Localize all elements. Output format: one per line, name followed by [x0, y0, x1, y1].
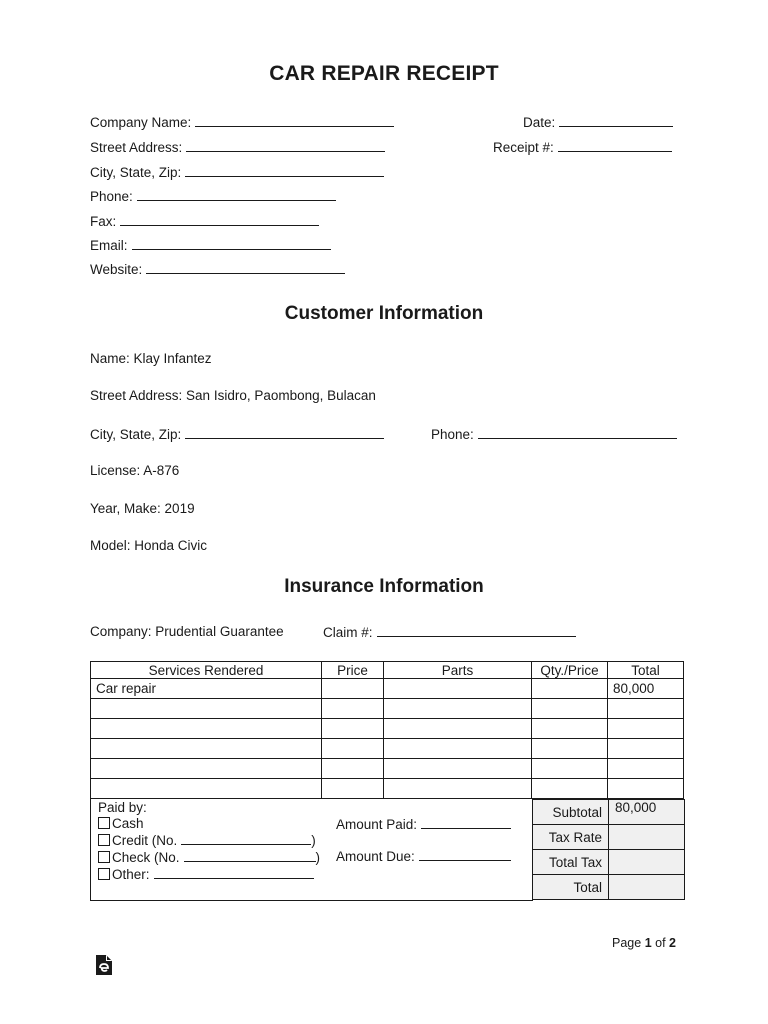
receipt-row [493, 139, 672, 155]
amount-due-label: Amount Due: [336, 849, 415, 864]
other-checkbox[interactable] [98, 868, 110, 880]
page-title: CAR REPAIR RECEIPT [269, 62, 499, 85]
table-cell[interactable] [608, 759, 684, 779]
check-option[interactable] [98, 849, 320, 866]
check-close-paren: ) [315, 850, 321, 865]
claim-field[interactable] [377, 624, 576, 637]
customer-phone-label: Phone: [431, 427, 474, 442]
total-tax-label: Total Tax [533, 850, 609, 875]
table-cell[interactable] [608, 719, 684, 739]
other-label: Other: [112, 867, 150, 882]
amount-due-row [336, 848, 511, 864]
company-city-row [90, 164, 384, 180]
table-cell[interactable] [322, 739, 384, 759]
total-value[interactable] [609, 875, 685, 900]
amount-paid-field[interactable] [421, 816, 511, 829]
customer-city-label: City, State, Zip: [90, 427, 182, 442]
company-street-field[interactable] [186, 139, 385, 152]
company-city-field[interactable] [185, 164, 384, 177]
table-cell[interactable] [384, 759, 532, 779]
cash-option[interactable] [98, 816, 320, 832]
insurance-heading: Insurance Information [284, 576, 484, 597]
tax-rate-row [533, 825, 685, 850]
credit-option[interactable] [98, 832, 320, 849]
table-row [91, 739, 684, 759]
paid-by-block [98, 800, 320, 883]
other-field[interactable] [154, 866, 314, 879]
company-email-row [90, 237, 331, 253]
table-cell[interactable] [91, 719, 322, 739]
customer-name: Name: Klay Infantez [90, 351, 212, 366]
insurance-company: Company: Prudential Guarantee [90, 624, 284, 639]
page-indicator [612, 936, 676, 950]
credit-checkbox[interactable] [98, 834, 110, 846]
date-row [523, 114, 673, 130]
claim-row [323, 624, 576, 640]
company-website-row [90, 261, 345, 277]
check-checkbox[interactable] [98, 851, 110, 863]
customer-city-field[interactable] [185, 426, 384, 439]
of-word: of [655, 936, 666, 950]
cash-checkbox[interactable] [98, 817, 110, 829]
document-logo-icon [95, 953, 113, 977]
company-street-row [90, 139, 385, 155]
subtotal-row [533, 800, 685, 825]
header-services: Services Rendered [91, 662, 322, 679]
check-label: Check (No. [112, 850, 180, 865]
table-row [91, 779, 684, 799]
other-option[interactable] [98, 866, 320, 883]
amount-paid-row [336, 816, 511, 832]
summary-table [532, 799, 685, 900]
table-cell[interactable] [384, 739, 532, 759]
credit-label: Credit (No. [112, 833, 178, 848]
page-word: Page [612, 936, 642, 950]
customer-license: License: A-876 [90, 463, 180, 478]
company-phone-label: Phone: [90, 189, 133, 204]
company-website-label: Website: [90, 262, 143, 277]
header-total: Total [608, 662, 684, 679]
table-row [91, 759, 684, 779]
company-fax-row [90, 213, 319, 229]
subtotal-value[interactable]: 80,000 [609, 800, 685, 825]
total-tax-value[interactable] [609, 850, 685, 875]
amount-due-field[interactable] [419, 848, 511, 861]
table-cell[interactable] [384, 779, 532, 799]
header-parts: Parts [384, 662, 532, 679]
header-price: Price [322, 662, 384, 679]
table-cell[interactable] [532, 779, 608, 799]
table-cell[interactable] [608, 779, 684, 799]
company-street-label: Street Address: [90, 140, 183, 155]
table-cell[interactable] [532, 739, 608, 759]
table-cell[interactable] [91, 759, 322, 779]
table-cell[interactable] [322, 679, 384, 699]
company-email-field[interactable] [132, 237, 331, 250]
table-cell[interactable] [322, 779, 384, 799]
company-website-field[interactable] [146, 261, 345, 274]
table-cell[interactable]: 80,000 [608, 679, 684, 699]
total-tax-row [533, 850, 685, 875]
tax-rate-label: Tax Rate [533, 825, 609, 850]
customer-heading: Customer Information [284, 303, 484, 324]
company-email-label: Email: [90, 238, 128, 253]
table-row [91, 699, 684, 719]
table-cell[interactable] [532, 719, 608, 739]
company-name-field[interactable] [195, 114, 394, 127]
date-label: Date: [523, 115, 556, 130]
customer-phone-field[interactable] [478, 426, 677, 439]
table-cell[interactable]: Car repair [91, 679, 322, 699]
credit-close-paren: ) [311, 833, 316, 848]
subtotal-label: Subtotal [533, 800, 609, 825]
company-city-label: City, State, Zip: [90, 165, 182, 180]
credit-number-field[interactable] [181, 832, 311, 845]
page-current: 1 [644, 936, 652, 950]
table-cell[interactable] [608, 739, 684, 759]
check-number-field[interactable] [184, 849, 316, 862]
customer-year-make: Year, Make: 2019 [90, 501, 195, 516]
customer-street: Street Address: San Isidro, Paombong, Bulacan [90, 388, 376, 403]
table-cell[interactable] [532, 759, 608, 779]
table-cell[interactable] [384, 679, 532, 699]
table-cell[interactable] [384, 699, 532, 719]
services-header-row [91, 662, 684, 679]
services-table [90, 661, 684, 799]
customer-phone-row [431, 426, 677, 442]
tax-rate-value[interactable] [609, 825, 685, 850]
page-total: 2 [669, 936, 676, 950]
table-cell[interactable] [608, 699, 684, 719]
customer-model: Model: Honda Civic [90, 538, 208, 553]
table-cell[interactable] [384, 719, 532, 739]
table-cell[interactable] [322, 759, 384, 779]
company-phone-row [90, 188, 336, 204]
table-cell[interactable] [322, 719, 384, 739]
company-fax-field[interactable] [120, 213, 319, 226]
cash-label: Cash [112, 816, 144, 831]
company-phone-field[interactable] [137, 188, 336, 201]
receipt-label: Receipt #: [493, 140, 554, 155]
table-cell[interactable] [532, 699, 608, 719]
receipt-field[interactable] [558, 139, 672, 152]
table-cell[interactable] [91, 779, 322, 799]
company-fax-label: Fax: [90, 214, 117, 229]
table-row [91, 679, 684, 699]
total-row [533, 875, 685, 900]
total-label: Total [533, 875, 609, 900]
date-field[interactable] [559, 114, 673, 127]
paid-by-label: Paid by: [98, 800, 147, 815]
header-qty-price: Qty./Price [532, 662, 608, 679]
table-cell[interactable] [91, 739, 322, 759]
table-cell[interactable] [91, 699, 322, 719]
amount-paid-label: Amount Paid: [336, 817, 418, 832]
table-cell[interactable] [322, 699, 384, 719]
table-cell[interactable] [532, 679, 608, 699]
company-name-label: Company Name: [90, 115, 192, 130]
company-name-row [90, 114, 394, 130]
customer-city-row [90, 426, 384, 442]
table-row [91, 719, 684, 739]
claim-label: Claim #: [323, 625, 373, 640]
